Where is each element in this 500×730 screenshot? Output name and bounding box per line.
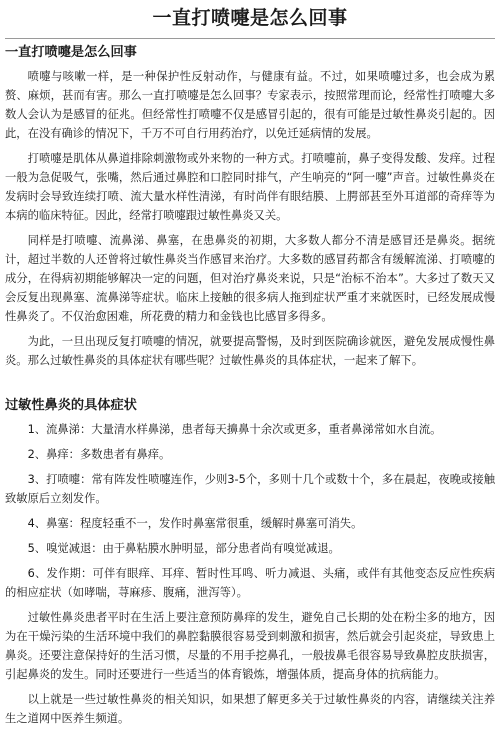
symptom-item: 4、鼻塞：程度轻重不一，发作时鼻塞常很重，缓解时鼻塞可消失。 [27, 517, 363, 530]
section-spacer [5, 376, 495, 396]
page-title: 一直打喷嚏是怎么回事 [152, 7, 348, 29]
paragraph: 同样是打喷嚏、流鼻涕、鼻塞，在患鼻炎的初期，大多数人都分不清是感冒还是鼻炎。据统计，超过半数的人还曾将过敏性鼻炎当作感冒来治疗。大多数的感冒药都含有缓解流涕、打喷嚏的成分，在得病初期能够解决一定的问题，但对治疗鼻炎来说，只是“治标不治本”。大多过了数天又会反复出现鼻塞、流鼻涕等症状。临床上接触的很多病人拖到症状严重才来就医时，已经发展成慢性鼻炎了。不仅治愈困难，所花费的精力和金钱也比感冒多得多。 [5, 234, 495, 323]
paragraph: 过敏性鼻炎患者平时在生活上要注意预防鼻痒的发生，避免自己长期的处在粉尘多的地方，因为在干燥污染的生活环境中我们的鼻腔黏膜很容易受到刺激和损害，然后就会引起炎症，导致患上鼻炎。还要注意保持好的生活习惯，尽量的不用手挖鼻孔，一般拔鼻毛很容易导致鼻腔皮肤损害，引起鼻炎的发生。同时还要进行一些适当的体育锻炼，增强体质，提高身体的抗病能力。 [5, 611, 495, 681]
symptom-item: 1、流鼻涕：大量清水样鼻涕，患者每天擤鼻十余次或更多，重者鼻涕常如水自流。 [27, 423, 442, 436]
title-divider [5, 38, 495, 39]
symptom-item: 3、打喷嚏：常有阵发性喷嚏连作，少则3-5个，多则十几个或数十个，多在晨起，夜晚或接触致敏原后立刻发作。 [5, 473, 495, 505]
section-heading-1: 一直打喷嚏是怎么回事 [5, 45, 137, 60]
paragraph: 喷嚏与咳嗽一样，是一种保护性反射动作，与健康有益。不过，如果喷嚏过多，也会成为累赘、麻烦，甚而有害。那么一直打喷嚏是怎么回事？专家表示，按照常理而论，经常性打喷嚏大多数人会认为是感冒的征兆。但经常性打喷嚏不仅是感冒引起的，很有可能是过敏性鼻炎引起的。因此，在没有确诊的情况下，千万不可自行用药治疗，以免迁延病情的发展。 [5, 70, 495, 140]
symptom-item: 2、鼻痒：多数患者有鼻痒。 [27, 448, 171, 461]
paragraph: 以上就是一些过敏性鼻炎的相关知识，如果想了解更多关于过敏性鼻炎的内容，请继续关注养生之道网中医养生频道。 [5, 693, 495, 725]
symptom-item: 5、嗅觉减退：由于鼻粘膜水肿明显，部分患者尚有嗅觉减退。 [27, 542, 340, 555]
paragraph: 为此，一旦出现反复打喷嚏的情况，就要提高警惕，及时到医院确诊就医，避免发展成慢性鼻炎。那么过敏性鼻炎的具体症状有哪些呢？过敏性鼻炎的具体症状，一起来了解下。 [5, 335, 495, 367]
symptom-item: 6、发作期：可伴有眼痒、耳痒、暂时性耳鸣、听力减退、头痛，或伴有其他变态反应性疾病的相应症状（如哮喘，荨麻疹、腹痛，泄泻等）。 [5, 567, 495, 599]
paragraph: 打喷嚏是肌体从鼻道排除刺激物或外来物的一种方式。打喷嚏前，鼻子变得发酸、发痒。过程一般为急促吸气，张嘴，然后通过鼻腔和口腔同时排气，产生响亮的“阿一嚏”声音。过敏性鼻炎在发病时会导致连续打喷、流大量水样性清涕，有时尚伴有眼结膜、上腭部甚至外耳道部的奇痒等为本病的临床特征。因此，经常打喷嚏跟过敏性鼻炎又关。 [5, 152, 495, 222]
section-heading-2: 过敏性鼻炎的具体症状 [5, 398, 137, 413]
